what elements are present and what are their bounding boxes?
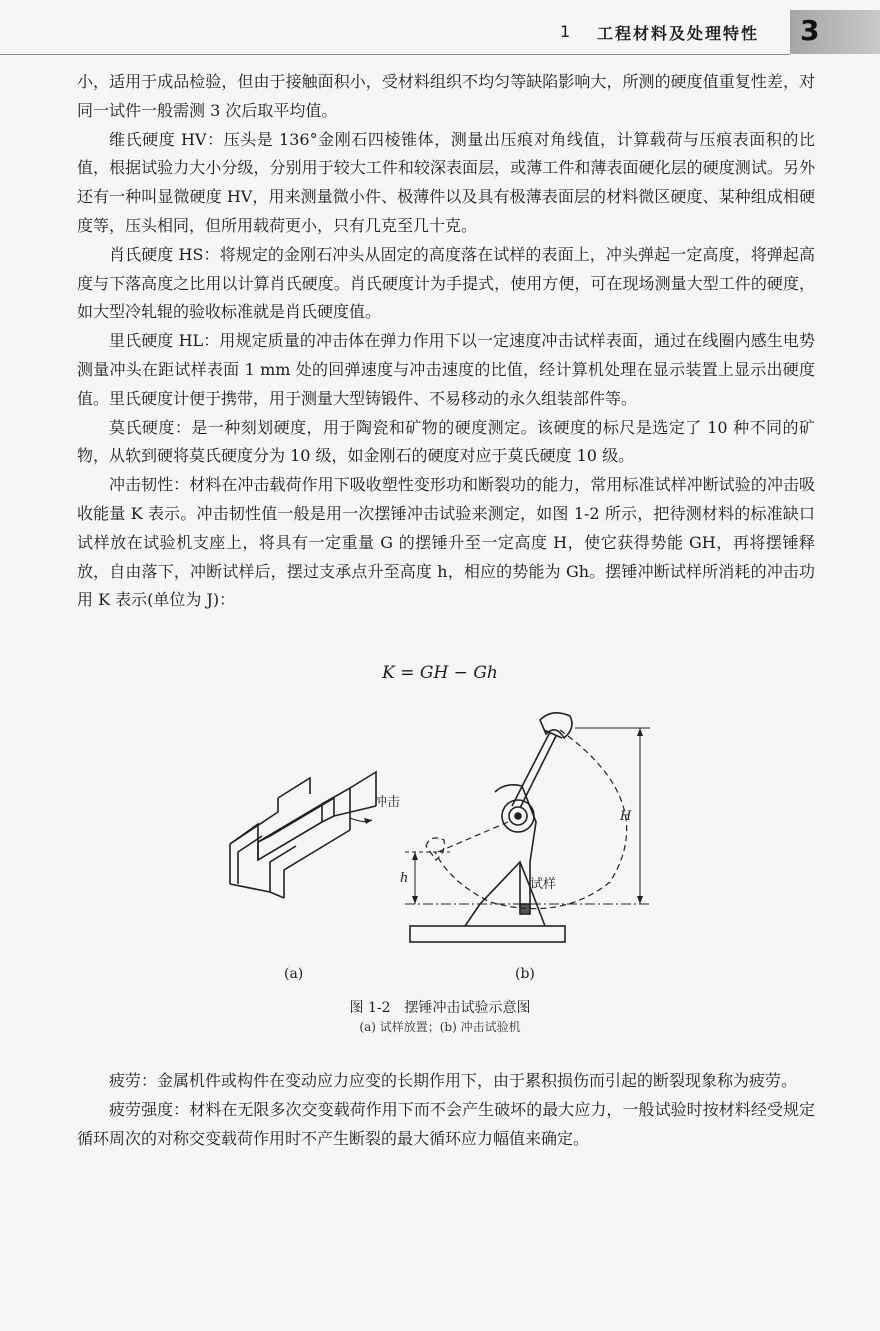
figure-sublabel-b: (b): [515, 966, 535, 982]
page-header: [0, 0, 880, 60]
formula: K = GH − Gh: [382, 663, 498, 683]
chapter-number: 1: [560, 22, 571, 41]
header-rule: [0, 54, 790, 55]
chapter-title: 工程材料及处理特性: [597, 24, 760, 43]
figure-label-impact: 冲击: [374, 795, 401, 810]
paragraph: 疲劳：金属机件或构件在变动应力应变的长期作用下，由于累积损伤而引起的断裂现象称为疲劳。: [109, 1071, 798, 1090]
figure-label-h: h: [400, 871, 409, 886]
specimen-placement-drawing: [230, 772, 376, 898]
paragraph: 小，适用于成品检验，但由于接触面积小，受材料组织不均匀等缺陷影响大，所测的硬度值重复性差，对同一试件一般需测 3 次后取平均值。: [77, 72, 815, 120]
figure-sublabel-a: (a): [284, 966, 304, 982]
paragraph: 疲劳强度：材料在无限多次交变载荷作用下而不会产生破坏的最大应力，一般试验时按材料经受规定循环周次的对称交变载荷作用时不产生断裂的最大循环应力幅值来确定。: [77, 1099, 815, 1148]
figure-caption: 图 1-2 摆锤冲击试验示意图: [349, 1000, 531, 1016]
figure-pendulum-impact: [200, 702, 680, 992]
paragraph: 维氏硬度 HV：压头是 136°金刚石四棱锥体，测量出压痕对角线值，计算载荷与压痕表面积的比值，根据试验力大小分级，分别用于较大工件和较深表面层，或薄工件和薄表面硬化层的硬度测试。另外还有一种叫显微硬度 HV，用来测量微小件、极薄件以及具有极薄表面层的材料微区硬度、某种组成相硬度等，压头相同，但所用载荷更小，只有几克至几十克。: [77, 129, 815, 235]
body-text-bottom: [77, 1067, 815, 1153]
page-number: 3: [800, 14, 820, 47]
paragraph: 冲击韧性：材料在冲击载荷作用下吸收塑性变形功和断裂功的能力，常用标准试样冲断试验的冲击吸收能量 K 表示。冲击韧性值一般是用一次摆锤冲击试验来测定，如图 1-2 所示，把待测材料的标准缺口试样放在试验机支座上，将具有一定重量 G 的摆锤升至一定高度 H，使它获得势能 GH，再将摆锤释放，自由落下，冲断试样后，摆过支承点升至高度 h，相应的势能为 Gh。摆锤冲断试样所消耗的冲击功用 K 表示(单位为 J)：: [77, 475, 815, 610]
figure-label-H: H: [620, 809, 632, 824]
body-text-top: [77, 68, 815, 615]
paragraph: 肖氏硬度 HS：将规定的金刚石冲头从固定的高度落在试样的表面上，冲头弹起一定高度，将弹起高度与下落高度之比用以计算肖氏硬度。肖氏硬度计为手提式，使用方便，可在现场测量大型工件的硬度，如大型冷轧辊的验收标准就是肖氏硬度值。: [77, 244, 815, 322]
figure-drawing: [200, 702, 680, 992]
figure-label-specimen: 试样: [530, 877, 557, 892]
paragraph: 莫氏硬度：是一种刻划硬度，用于陶瓷和矿物的硬度测定。该硬度的标尺是选定了 10 种不同的矿物，从软到硬将莫氏硬度分为 10 级，如金刚石的硬度对应于莫氏硬度 10 级。: [77, 417, 815, 466]
impact-machine-drawing: [410, 713, 572, 942]
figure-subcaption: (a) 试样放置；(b) 冲击试验机: [359, 1020, 521, 1034]
paragraph: 里氏硬度 HL：用规定质量的冲击体在弹力作用下以一定速度冲击试样表面，通过在线圈内感生电势测量冲头在距试样表面 1 mm 处的回弹速度与冲击速度的比值，经计算机处理在显示装置上显示出硬度值。里氏硬度计便于携带，用于测量大型铸锻件、不易移动的永久组装部件等。: [77, 331, 815, 408]
